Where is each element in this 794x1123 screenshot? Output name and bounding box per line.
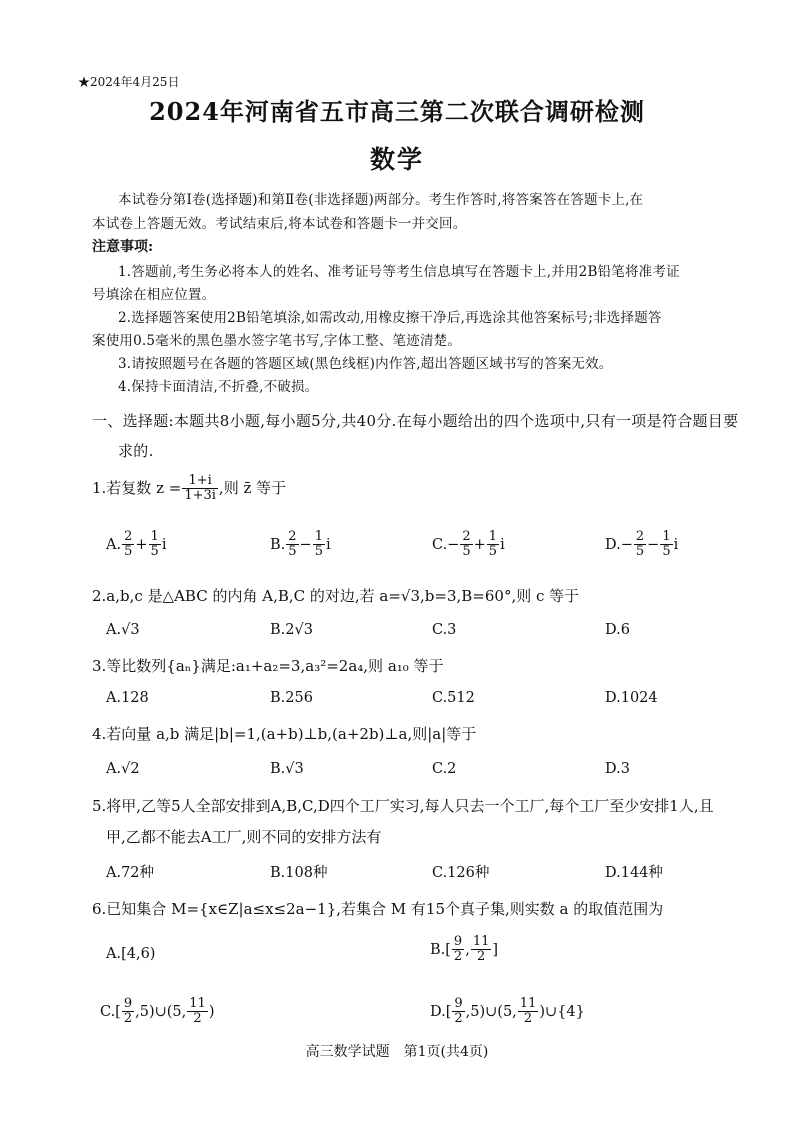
section-heading: 一、选择题:本题共8小题,每小题5分,共40分.在每小题给出的四个选项中,只有一项是符合题目要 [92, 412, 739, 430]
q6-option-a: A.[4,6) [106, 946, 156, 962]
q1-option-d: D.− $\frac{2}{5}$ − $\frac{1}{5}$ i [605, 529, 679, 560]
q1-stem-pre: 1.若复数 z = [92, 478, 182, 497]
question-5-line-1: 5.将甲,乙等5人全部安排到A,B,C,D四个工厂实习,每人只去一个工厂,每个工厂至少安排1人,且 [92, 797, 714, 815]
q2-option-c: C.3 [432, 622, 457, 638]
section-heading-cont: 求的. [118, 442, 154, 460]
q3-option-a: A.128 [106, 690, 149, 706]
q1-option-a: A. $\frac{2}{5}$ + $\frac{1}{5}$ i [106, 529, 167, 560]
q3-option-c: C.512 [432, 690, 475, 706]
q4-option-b: B.√3 [270, 761, 304, 777]
notice-item: 2.选择题答案使用2B铅笔填涂,如需改动,用橡皮擦干净后,再选涂其他答案标号;非选择题答 [118, 310, 662, 326]
q3-option-d: D.1024 [605, 690, 658, 706]
q2-option-a: A.√3 [106, 622, 140, 638]
q1-fraction: $\frac{1+i}{1+3i}$ [184, 473, 216, 504]
question-5-line-2: 甲,乙都不能去A工厂,则不同的安排方法有 [106, 828, 382, 846]
q5-option-c: C.126种 [432, 865, 490, 881]
question-2: 2.a,b,c 是△ABC 的内角 A,B,C 的对边,若 a=√3,b=3,B=60°,则 c 等于 [92, 587, 580, 605]
q6-option-d: D.[ $\frac{9}{2}$ ,5)∪(5, $\frac{11}{2}$ )∪{4} [430, 996, 585, 1027]
notice-heading: 注意事项: [92, 239, 154, 255]
q1-stem-post: ,则 z̄ 等于 [218, 478, 287, 497]
subject-title: 数学 [369, 145, 424, 174]
q4-option-c: C.2 [432, 761, 457, 777]
q2-option-d: D.6 [605, 622, 630, 638]
q3-option-b: B.256 [270, 690, 313, 706]
q1-option-b: B. $\frac{2}{5}$ − $\frac{1}{5}$ i [270, 529, 331, 560]
q4-option-a: A.√2 [106, 761, 140, 777]
intro-line-1: 本试卷分第Ⅰ卷(选择题)和第Ⅱ卷(非选择题)两部分。考生作答时,将答案答在答题卡上,在 [118, 192, 644, 208]
exam-date: ★2024年4月25日 [78, 75, 180, 89]
page-footer: 高三数学试题 第1页(共4页) [305, 1044, 489, 1060]
q6-option-b: B.[ $\frac{9}{2}$ , $\frac{11}{2}$ ] [430, 934, 499, 965]
question-3: 3.等比数列{aₙ}满足:a₁+a₂=3,a₃²=2a₄,则 a₁₀ 等于 [92, 657, 444, 675]
q5-option-d: D.144种 [605, 865, 663, 881]
notice-item: 案使用0.5毫米的黑色墨水签字笔书写,字体工整、笔迹清楚。 [92, 333, 462, 349]
q4-option-d: D.3 [605, 761, 630, 777]
q5-option-b: B.108种 [270, 865, 328, 881]
question-6: 6.已知集合 M={x∈Z|a≤x≤2a−1},若集合 M 有15个真子集,则实数 a 的取值范围为 [92, 900, 664, 918]
notice-item: 号填涂在相应位置。 [92, 287, 216, 303]
question-4: 4.若向量 a,b 满足|b|=1,(a+b)⊥b,(a+2b)⊥a,则|a|等于 [92, 725, 477, 743]
exam-title: 2024年河南省五市高三第二次联合调研检测 [149, 97, 645, 126]
notice-item: 4.保持卡面清洁,不折叠,不破损。 [118, 379, 319, 395]
q6-option-c: C.[ $\frac{9}{2}$ ,5)∪(5, $\frac{11}{2}$ ) [100, 996, 215, 1027]
notice-item: 1.答题前,考生务必将本人的姓名、准考证号等考生信息填写在答题卡上,并用2B铅笔将准考证 [118, 264, 680, 280]
question-1 [92, 474, 286, 504]
q2-option-b: B.2√3 [270, 622, 313, 638]
q1-option-c: C.− $\frac{2}{5}$ + $\frac{1}{5}$ i [432, 529, 505, 560]
intro-line-2: 本试卷上答题无效。考试结束后,将本试卷和答题卡一并交回。 [92, 216, 467, 232]
notice-item: 3.请按照题号在各题的答题区域(黑色线框)内作答,超出答题区域书写的答案无效。 [118, 356, 613, 372]
q5-option-a: A.72种 [106, 865, 155, 881]
